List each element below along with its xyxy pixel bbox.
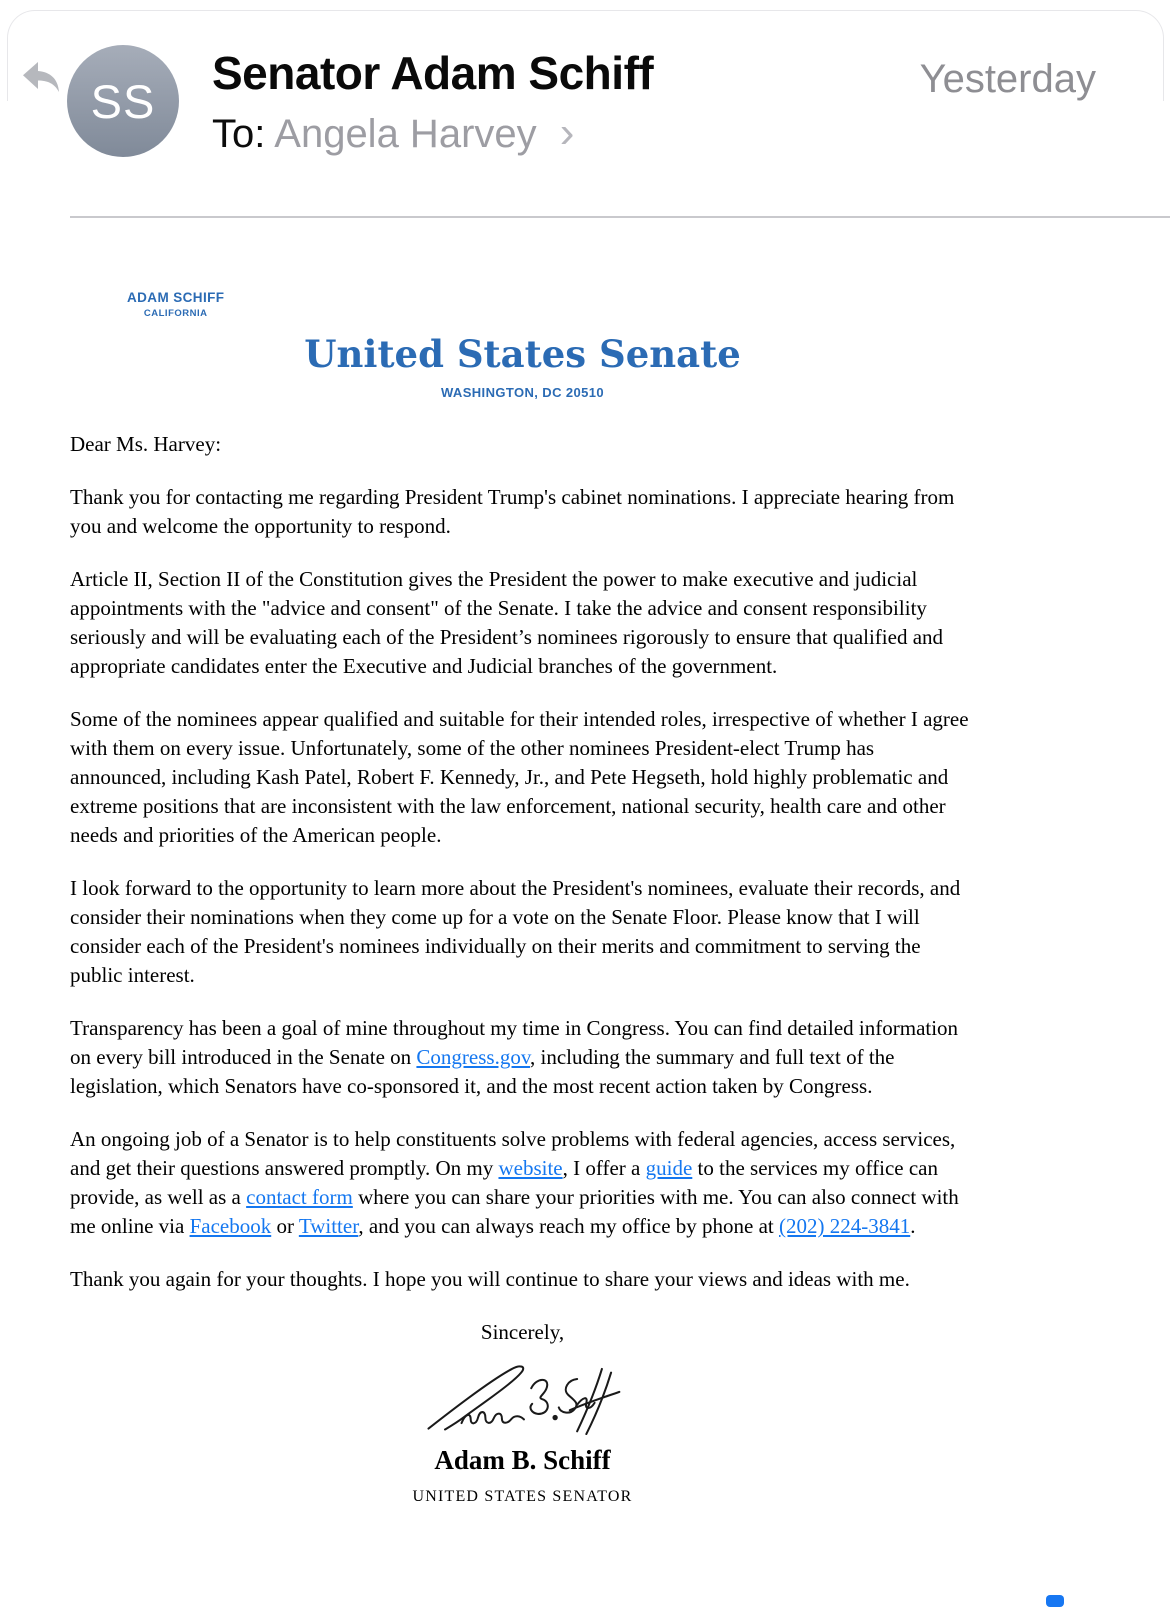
- letter-link[interactable]: Twitter: [298, 1214, 359, 1238]
- closing: Sincerely,: [480, 1320, 565, 1344]
- signature-name: Adam B. Schiff: [434, 1445, 611, 1475]
- letter-text: , including the summary and full text of the legislation, which Senators have co-sponsored it, and the most recent action taken by Congress.: [70, 1045, 895, 1098]
- letter-text: Some of the nominees appear qualified and suitable for their intended roles, irrespective of whether I agree with them on every issue. Unfortunately, some of the other nominees President-elect Trump has announced, including Kash Patel, Robert F. Kennedy, Jr., and Pete Hegseth, hold highly problematic and extreme positions that are inconsistent with the law enforcement, national security, health care and other needs and priorities of the American people.: [70, 707, 969, 847]
- chevron-right-icon: ›: [559, 108, 575, 157]
- letterhead-member-block: [127, 290, 224, 319]
- letter-text: , I offer a: [562, 1156, 646, 1180]
- header-text-block: [212, 45, 653, 158]
- timestamp: Yesterday: [919, 57, 1096, 101]
- signature-title: UNITED STATES SENATOR: [412, 1488, 633, 1505]
- letter-link[interactable]: guide: [645, 1156, 693, 1180]
- letter-paragraph: [70, 1125, 975, 1241]
- letter-paragraphs: [70, 483, 975, 1294]
- letter-text: where you can share your priorities with me. You can also connect with me online via: [70, 1185, 959, 1238]
- letterhead-member-name: ADAM SCHIFF: [127, 290, 225, 305]
- letter-link[interactable]: Facebook: [189, 1214, 272, 1238]
- letter-paragraph: [70, 874, 975, 990]
- letter-link[interactable]: website: [498, 1156, 563, 1180]
- letter-paragraph: [70, 705, 975, 850]
- to-label: To:: [212, 112, 266, 156]
- closing-block: [70, 1318, 975, 1511]
- letter-text: , and you can always reach my office by phone at: [358, 1214, 779, 1238]
- avatar[interactable]: [67, 45, 179, 157]
- letterhead-address: WASHINGTON, DC 20510: [440, 385, 605, 400]
- recipient-line[interactable]: [212, 109, 653, 158]
- recipient-name: Angela Harvey: [274, 112, 537, 156]
- salutation: Dear Ms. Harvey:: [70, 432, 222, 456]
- letter-text: to the services my office can provide, as well as a: [70, 1156, 938, 1209]
- letter-paragraph: [70, 1014, 975, 1101]
- letter-text: Transparency has been a goal of mine throughout my time in Congress. You can find detailed information on every bill introduced in the Senate on: [70, 1016, 959, 1069]
- reply-icon: [20, 59, 62, 99]
- message-header: [0, 0, 1170, 158]
- letterhead-institution: United States Senate: [304, 332, 741, 376]
- bottom-blue-indicator[interactable]: [1046, 1595, 1064, 1607]
- letter-text: .: [910, 1214, 916, 1238]
- avatar-initials: SS: [90, 74, 156, 128]
- letter-paragraph: [70, 483, 975, 541]
- letter-text: or: [271, 1214, 299, 1238]
- letterhead-member-state: CALIFORNIA: [143, 308, 208, 319]
- letter-link[interactable]: Congress.gov: [416, 1045, 530, 1069]
- letter-text: Thank you again for your thoughts. I hope you will continue to share your views and ideas with me.: [70, 1267, 910, 1291]
- letter-body: [70, 430, 975, 1511]
- letter-text: Article II, Section II of the Constitution gives the President the power to make executive and judicial appointments with the "advice and consent" of the Senate. I take the advice and consent responsibility seriously and will be evaluating each of the President’s nominees rigorously to ensure that qualified and appropriate candidates enter the Executive and Judicial branches of the government.: [70, 567, 944, 678]
- letter-text: An ongoing job of a Senator is to help constituents solve problems with federal agencies, access services, and get their questions answered promptly. On my: [70, 1127, 956, 1180]
- letter-text: Thank you for contacting me regarding President Trump's cabinet nominations. I appreciate hearing from you and welcome the opportunity to respond.: [70, 485, 955, 538]
- letterhead: [70, 290, 975, 400]
- letter-paragraph: [70, 565, 975, 681]
- letter-link[interactable]: (202) 224-3841: [779, 1214, 911, 1238]
- letter-text: I look forward to the opportunity to learn more about the President's nominees, evaluate their records, and consider their nominations when they come up for a vote on the Senate Floor. Please know that I will consider each of the President's nominees individually on their merits and commitment to serving the public interest.: [70, 876, 961, 987]
- sender-name[interactable]: Senator Adam Schiff: [212, 47, 654, 99]
- signature-image: [70, 1357, 975, 1443]
- letter-link[interactable]: contact form: [246, 1185, 353, 1209]
- header-divider: [70, 216, 1170, 218]
- letter-paragraph: [70, 1265, 975, 1294]
